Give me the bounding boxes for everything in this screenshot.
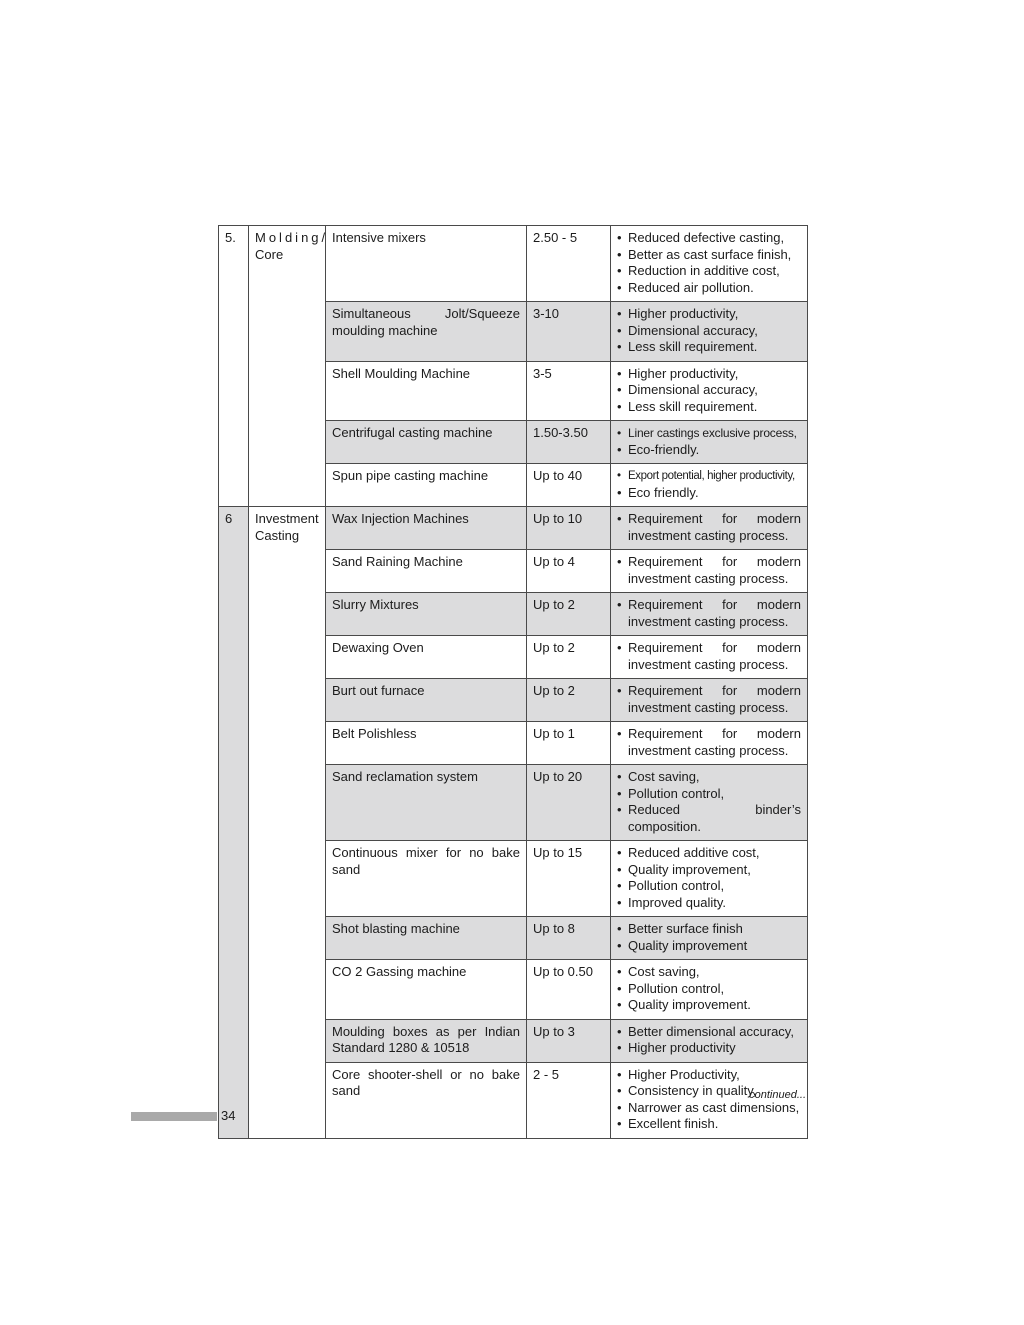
benefit-item: • Less skill requirement. bbox=[617, 399, 801, 416]
cost-value: Up to 2 bbox=[527, 593, 611, 636]
benefit-item: • Quality improvement bbox=[617, 938, 801, 955]
equipment-name: Slurry Mixtures bbox=[326, 593, 527, 636]
benefit-item: • Improved quality. bbox=[617, 895, 801, 912]
benefits-cell bbox=[611, 507, 808, 550]
benefit-item: • Dimensional accuracy, bbox=[617, 323, 801, 340]
category-line: Core bbox=[255, 246, 284, 262]
benefit-item: • Quality improvement, bbox=[617, 862, 801, 879]
benefit-item: • Eco friendly. bbox=[617, 485, 801, 502]
equipment-table bbox=[218, 225, 808, 1139]
section-number: 6 bbox=[219, 507, 249, 1139]
continued-note: continued... bbox=[749, 1089, 806, 1101]
benefit-item: • Export potential, higher productivity, bbox=[617, 468, 801, 485]
benefit-item: • Consistency in quality, bbox=[617, 1083, 801, 1100]
benefit-item: • Higher productivity, bbox=[617, 366, 801, 383]
cost-value: 3-5 bbox=[527, 361, 611, 421]
benefits-cell bbox=[611, 550, 808, 593]
equipment-name: Spun pipe casting machine bbox=[326, 464, 527, 507]
table-row bbox=[219, 507, 808, 550]
benefits-cell bbox=[611, 464, 808, 507]
benefit-item: • Liner castings exclusive process, bbox=[617, 425, 801, 442]
equipment-name: Burt out furnace bbox=[326, 679, 527, 722]
equipment-name: Dewaxing Oven bbox=[326, 636, 527, 679]
equipment-name: Shell Moulding Machine bbox=[326, 361, 527, 421]
benefit-item: • Eco-friendly. bbox=[617, 442, 801, 459]
benefit-item: • Better as cast surface finish, bbox=[617, 247, 801, 264]
benefit-item: • Excellent finish. bbox=[617, 1116, 801, 1133]
cost-value: Up to 0.50 bbox=[527, 960, 611, 1020]
equipment-name: Belt Polishless bbox=[326, 722, 527, 765]
equipment-name: Sand reclamation system bbox=[326, 765, 527, 841]
benefit-item: • Pollution control, bbox=[617, 786, 801, 803]
equipment-name: Simultaneous Jolt/Squeeze moulding machine bbox=[326, 302, 527, 362]
benefits-cell bbox=[611, 593, 808, 636]
benefit-item: • Pollution control, bbox=[617, 878, 801, 895]
cost-value: Up to 2 bbox=[527, 679, 611, 722]
cost-value: Up to 8 bbox=[527, 917, 611, 960]
benefits-cell bbox=[611, 722, 808, 765]
benefit-item: • Cost saving, bbox=[617, 964, 801, 981]
cost-value: 3-10 bbox=[527, 302, 611, 362]
section-number: 5. bbox=[219, 226, 249, 507]
benefit-item: • Requirement for modern investment casting process. bbox=[617, 726, 801, 759]
cost-value: Up to 1 bbox=[527, 722, 611, 765]
equipment-name: Shot blasting machine bbox=[326, 917, 527, 960]
benefit-item: • Higher Productivity, bbox=[617, 1067, 801, 1084]
benefits-cell bbox=[611, 421, 808, 464]
page-number: 34 bbox=[221, 1108, 236, 1123]
benefit-item: • Reduction in additive cost, bbox=[617, 263, 801, 280]
equipment-name: Intensive mixers bbox=[326, 226, 527, 302]
benefit-item: • Requirement for modern investment casting process. bbox=[617, 554, 801, 587]
benefit-item: • Reduced defective casting, bbox=[617, 230, 801, 247]
equipment-name: Continuous mixer for no bake sand bbox=[326, 841, 527, 917]
benefit-item: • Narrower as cast dimensions, bbox=[617, 1100, 801, 1117]
benefit-item: • Cost saving, bbox=[617, 769, 801, 786]
equipment-name: Moulding boxes as per Indian Standard 1280 & 10518 bbox=[326, 1019, 527, 1062]
cost-value: Up to 15 bbox=[527, 841, 611, 917]
benefits-cell bbox=[611, 302, 808, 362]
benefit-item: • Higher productivity, bbox=[617, 306, 801, 323]
equipment-name: Wax Injection Machines bbox=[326, 507, 527, 550]
benefits-cell bbox=[611, 960, 808, 1020]
section-category: Investment Casting bbox=[249, 507, 326, 1139]
benefit-item: • Less skill requirement. bbox=[617, 339, 801, 356]
benefits-cell bbox=[611, 679, 808, 722]
benefit-item: • Requirement for modern investment casting process. bbox=[617, 640, 801, 673]
benefit-item: • Requirement for modern investment casting process. bbox=[617, 511, 801, 544]
equipment-name: Core shooter-shell or no bake sand bbox=[326, 1062, 527, 1138]
equipment-name: Sand Raining Machine bbox=[326, 550, 527, 593]
benefits-cell bbox=[611, 226, 808, 302]
benefit-item: • Reduced additive cost, bbox=[617, 845, 801, 862]
benefit-item: • Pollution control, bbox=[617, 981, 801, 998]
benefit-item: • Quality improvement. bbox=[617, 997, 801, 1014]
benefit-item: • Dimensional accuracy, bbox=[617, 382, 801, 399]
benefits-cell bbox=[611, 361, 808, 421]
benefit-item: • Better surface finish bbox=[617, 921, 801, 938]
benefits-cell bbox=[611, 841, 808, 917]
cost-value: 2.50 - 5 bbox=[527, 226, 611, 302]
benefit-item: • Requirement for modern investment casting process. bbox=[617, 597, 801, 630]
cost-value: Up to 20 bbox=[527, 765, 611, 841]
cost-value: Up to 2 bbox=[527, 636, 611, 679]
cost-value: Up to 3 bbox=[527, 1019, 611, 1062]
section-category bbox=[249, 226, 329, 507]
benefit-item: • Reduced binder’s composition. bbox=[617, 802, 801, 835]
cost-value: Up to 4 bbox=[527, 550, 611, 593]
table-row bbox=[219, 226, 808, 302]
cost-value: 1.50-3.50 bbox=[527, 421, 611, 464]
footer-bar bbox=[131, 1112, 217, 1121]
benefits-cell bbox=[611, 636, 808, 679]
equipment-name: Centrifugal casting machine bbox=[326, 421, 527, 464]
cost-value: Up to 40 bbox=[527, 464, 611, 507]
cost-value: 2 - 5 bbox=[527, 1062, 611, 1138]
benefit-item: • Better dimensional accuracy, bbox=[617, 1024, 801, 1041]
benefits-cell bbox=[611, 917, 808, 960]
benefits-cell bbox=[611, 765, 808, 841]
benefits-cell bbox=[611, 1019, 808, 1062]
benefit-item: • Requirement for modern investment casting process. bbox=[617, 683, 801, 716]
equipment-name: CO 2 Gassing machine bbox=[326, 960, 527, 1020]
category-line: Molding/ bbox=[255, 230, 329, 245]
cost-value: Up to 10 bbox=[527, 507, 611, 550]
benefit-item: • Higher productivity bbox=[617, 1040, 801, 1057]
benefit-item: • Reduced air pollution. bbox=[617, 280, 801, 297]
